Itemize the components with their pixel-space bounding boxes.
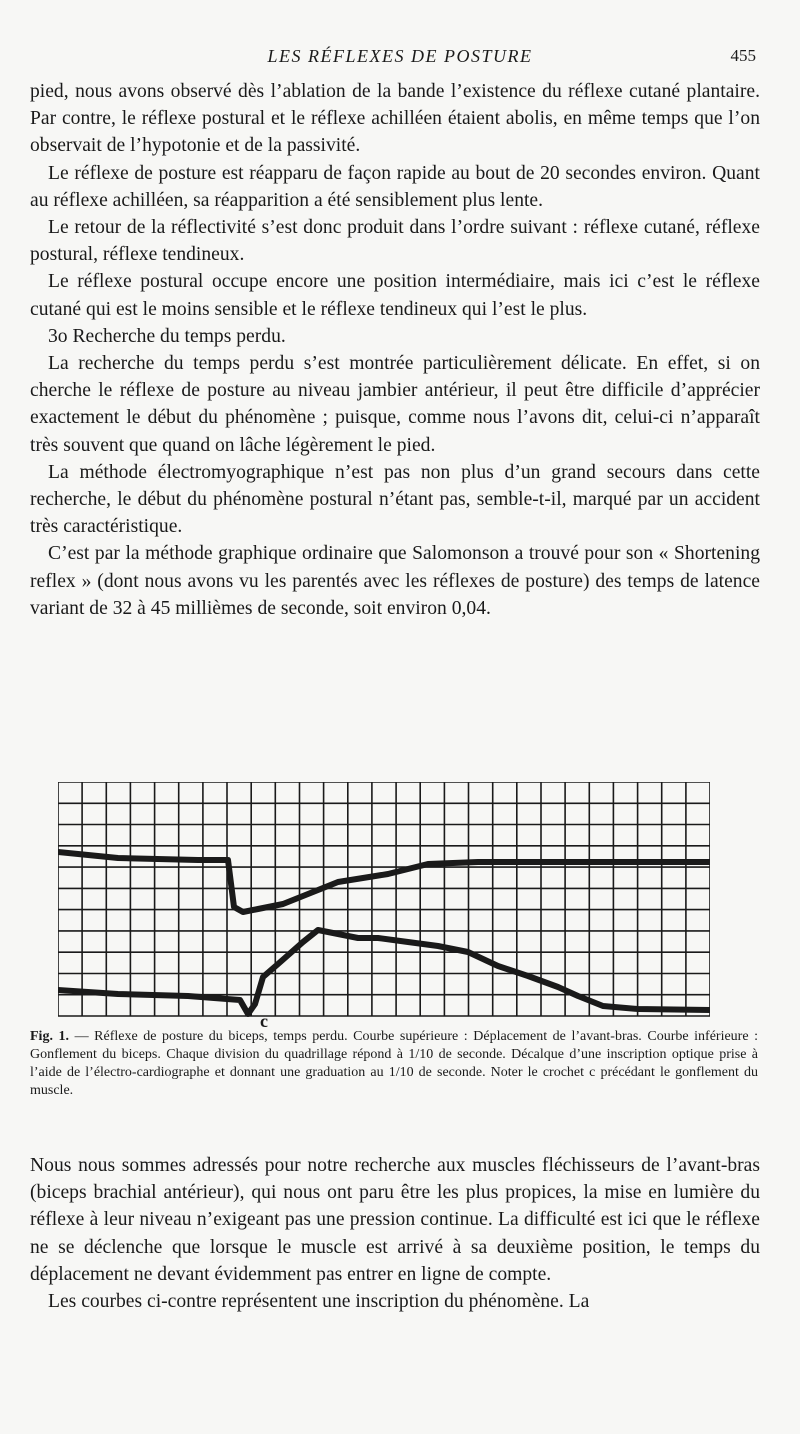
paragraph: Les courbes ci-contre représentent une inscription du phénomène. La [48, 1291, 590, 1313]
section-heading: 3o Recherche du temps perdu. [48, 325, 286, 347]
upper-curve [58, 852, 710, 912]
lower-curve [58, 930, 710, 1014]
paragraph: La recherche du temps perdu s’est montrée particulièrement délicate. En effet, si on cherche le réflexe de posture au niveau jambier antérieur, il peut être difficile d’apprécier exactement le début du phénomène ; puisque, comme nous l’avons dit, celui-ci n’apparaît très souvent que quand on lâche légèrement le pied. [30, 353, 760, 456]
grid [58, 782, 710, 1016]
paragraph: Le réflexe postural occupe encore une position intermédiaire, mais ici c’est le réflexe cutané qui est le moins sensible et le réflexe tendineux qui l’est le plus. [30, 271, 760, 320]
page-number: 455 [730, 46, 756, 65]
figure-caption [30, 1028, 758, 1100]
paragraph: Le retour de la réflectivité s’est donc produit dans l’ordre suivant : réflexe cutané, réflexe postural, réflexe tendineux. [30, 217, 760, 266]
marker-c-label: c [260, 1011, 268, 1030]
paragraph: La méthode électromyographique n’est pas non plus d’un grand secours dans cette recherche, le début du phénomène postural n’étant pas, semble-t-il, marqué par un accident très caractéristique. [30, 461, 760, 538]
caption-text: — Réflexe de posture du biceps, temps perdu. Courbe supérieure : Déplacement de l’avant-bras. Courbe inférieure : Gonflement du biceps. Chaque division du quadrillage répond à 1/10 de seconde. Décalque d’une inscription optique prise à l’aide de l’électro-cardiographe et donnant une graduation au 1/10 de seconde. Noter le crochet c précédant le gonflement du muscle. [30, 1029, 758, 1098]
body-text-bottom [30, 1152, 760, 1315]
tracing-graph [58, 782, 710, 1030]
body-text-top [30, 78, 760, 622]
caption-label: Fig. 1. [30, 1029, 70, 1044]
running-title: LES RÉFLEXES DE POSTURE [267, 46, 533, 66]
paragraph: pied, nous avons observé dès l’ablation de la bande l’existence du réflexe cutané plantaire. Par contre, le réflexe postural et le réflexe achilléen étaient abolis, en même temps que l’on observait de l’hypotonie et de la passivité. [30, 81, 760, 157]
paragraph: C’est par la méthode graphique ordinaire que Salomonson a trouvé pour son « Shortening reflex » (dont nous avons vu les parentés avec les réflexes de posture) des temps de latence variant de 32 à 45 millièmes de seconde, soit environ 0,04. [30, 543, 760, 619]
paragraph: Le réflexe de posture est réapparu de façon rapide au bout de 20 secondes environ. Quant au réflexe achilléen, sa réapparition a été sensiblement plus lente. [30, 162, 760, 211]
paragraph: Nous nous sommes adressés pour notre recherche aux muscles fléchisseurs de l’avant-bras (biceps brachial antérieur), qui nous ont paru être les plus propices, la mise en lumière du réflexe à leur niveau n’exigeant pas une pression continue. La difficulté est ici que le réflexe ne se déclenche que lorsque le muscle est arrivé à sa deuxième position, le temps du déplacement ne devant évidemment pas entrer en ligne de compte. [30, 1155, 760, 1285]
page-header [0, 46, 800, 70]
figure-tracing [58, 782, 710, 1030]
